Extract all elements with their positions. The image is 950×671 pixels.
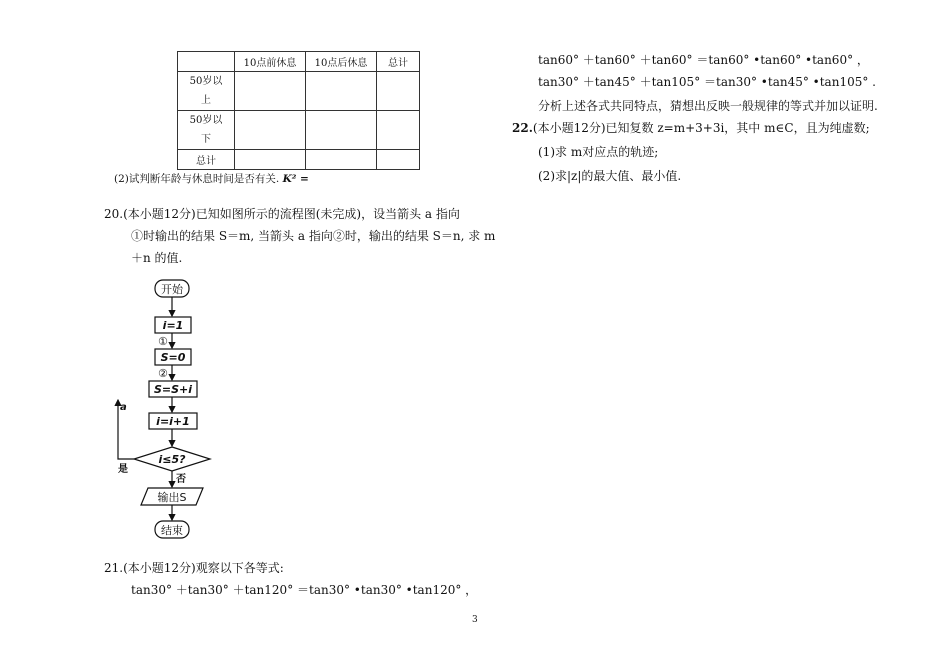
table-cell: [235, 150, 306, 170]
q21-line2: tan30° ＋tan30° ＋tan120° ＝tan30° •tan30° •tan120° ，: [131, 583, 478, 597]
row-label-line1: 50岁以: [189, 76, 223, 87]
k-squared-formula: K² =: [282, 173, 309, 185]
table-header-row: [178, 52, 420, 72]
table-header-cell: 10点后休息: [306, 52, 377, 72]
q21-line1: 21.(本小题12分)观察以下各等式:: [104, 561, 284, 575]
row-label-line2: 上: [201, 95, 211, 106]
update-s-label: S=S+i: [153, 383, 193, 396]
table-cell: [306, 111, 377, 150]
flowchart: [100, 275, 260, 550]
table-header-cell: 总计: [377, 52, 420, 72]
q22-part1: (1)求 m对应点的轨迹;: [538, 145, 659, 159]
table-header-cell: 10点前休息: [235, 52, 306, 72]
table-cell: [377, 72, 420, 111]
row-label: 总计: [178, 150, 235, 170]
marker-2: ②: [158, 367, 168, 380]
init-s-label: S=0: [160, 351, 186, 364]
init-i-label: i=1: [162, 319, 184, 332]
start-label: 开始: [161, 283, 183, 296]
q22-part2: (2)求|z|的最大值、最小值.: [538, 169, 682, 183]
q20-line1: 20.(本小题12分)已知如图所示的流程图(未完成)，设当箭头 a 指向: [104, 207, 460, 221]
q22-text: (本小题12分)已知复数 z=m+3+3i，其中 m∈C，且为纯虚数;: [532, 121, 870, 135]
table-cell: [306, 150, 377, 170]
row-label: [178, 72, 235, 111]
end-label: 结束: [161, 524, 183, 537]
table-row: [178, 150, 420, 170]
q22-line1: [512, 117, 870, 139]
page-number: 3: [472, 615, 478, 625]
table-row: [178, 111, 420, 150]
q19-part2: [114, 171, 309, 186]
table-cell: [306, 72, 377, 111]
table-cell: [235, 72, 306, 111]
survey-table: [177, 51, 420, 170]
q22-number: 22.: [512, 121, 533, 135]
q21-line4: tan30° ＋tan45° ＋tan105° ＝tan30° •tan45° •tan105° .: [538, 75, 876, 89]
row-label-line2: 下: [201, 134, 211, 145]
output-label: 输出S: [157, 491, 187, 504]
arrow-a-label: a: [120, 402, 127, 413]
q19-part2-text: (2)试判断年龄与休息时间是否有关.: [114, 173, 280, 185]
row-label-line1: 50岁以: [189, 115, 223, 126]
table-cell: [377, 150, 420, 170]
row-label: [178, 111, 235, 150]
table-cell: [377, 111, 420, 150]
q20-line3: ＋n 的值.: [131, 251, 183, 265]
q21-line3: tan60° ＋tan60° ＋tan60° ＝tan60° •tan60° •tan60° ，: [538, 53, 869, 67]
table-header-cell: [178, 52, 235, 72]
yes-label: 是: [118, 464, 128, 475]
no-label: 否: [176, 474, 186, 485]
condition-label: i≤5?: [158, 453, 186, 466]
table-cell: [235, 111, 306, 150]
q21-line5: 分析上述各式共同特点，猜想出反映一般规律的等式并加以证明.: [538, 99, 878, 113]
update-i-label: i=i+1: [156, 415, 190, 428]
table-row: [178, 72, 420, 111]
q20-line2: ①时输出的结果 S＝m, 当箭头 a 指向②时，输出的结果 S＝n, 求 m: [131, 229, 496, 243]
marker-1: ①: [158, 335, 168, 348]
